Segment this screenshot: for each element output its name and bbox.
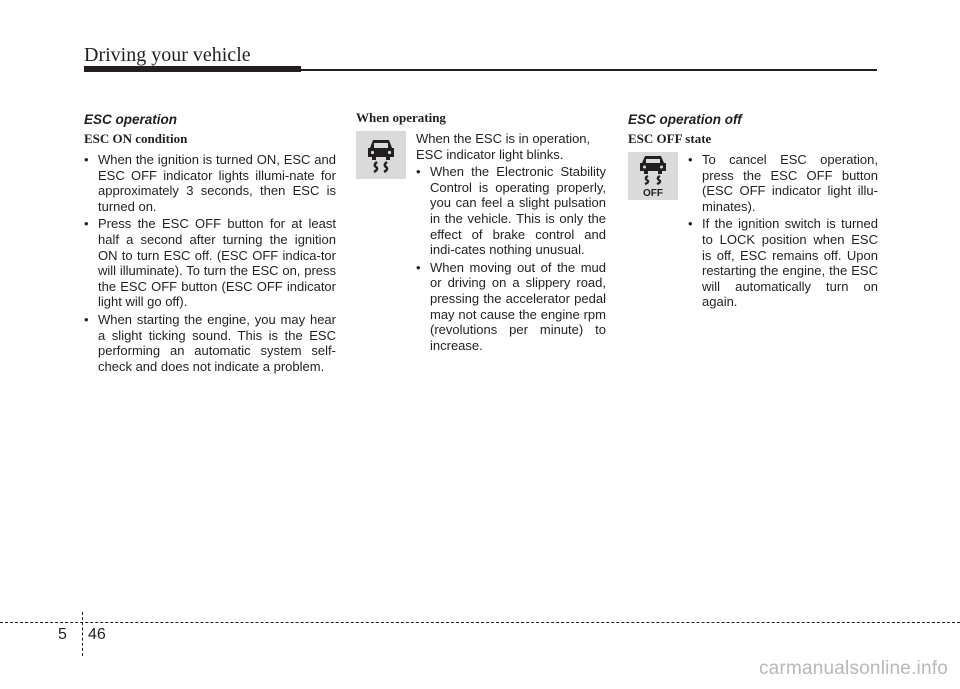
when-operating-intro: When the ESC is in operation, ESC indicator light blinks. [416, 131, 591, 162]
list-item [416, 164, 606, 258]
esc-off-label: OFF [643, 188, 663, 199]
list-item [84, 152, 336, 214]
bullet-dot: • [688, 152, 693, 167]
list-item-text: When the Electronic Stability Control is operating properly, you can feel a slight pulsation in the vehicle. This is only the effect of brake control and indi-cates nothing unusual. [430, 164, 606, 258]
page-number: 46 [88, 626, 106, 643]
esc-off-indicator-icon [628, 152, 678, 200]
watermark: carmanualsonline.info [758, 658, 948, 679]
footer-rule [0, 622, 960, 623]
column-when-operating [356, 110, 606, 355]
list-item-text: When starting the engine, you may hear a slight ticking sound. This is the ESC performing an automatic system self-check and does not indicate a problem. [98, 311, 336, 374]
header-rule-thick [84, 66, 301, 72]
list-item-text: When the ignition is turned ON, ESC and ESC OFF indicator lights illumi-nate for approximately 3 seconds, then ESC is turned on. [98, 152, 336, 214]
list-item-text: When moving out of the mud or driving on a slippery road, pressing the accelerator pedal may not cause the engine rpm (revolutions per minute) to increase. [430, 259, 606, 353]
column-esc-operation-off [628, 110, 878, 312]
section-title-esc-operation-off: ESC operation off [628, 112, 742, 127]
bullet-dot: • [688, 216, 693, 232]
esc-indicator-icon [356, 131, 406, 179]
list-item [84, 312, 336, 374]
list-item [84, 216, 336, 310]
when-operating-bullet-list [356, 164, 606, 353]
list-item [688, 152, 878, 214]
chapter-number: 5 [58, 626, 67, 643]
bullet-dot: • [84, 216, 89, 232]
esc-on-bullet-list [84, 152, 336, 374]
section-title-esc-operation: ESC operation [84, 112, 178, 127]
page-header-title: Driving your vehicle [84, 44, 251, 66]
column-esc-operation [84, 110, 336, 376]
footer-divider [82, 612, 83, 656]
bullet-dot: • [416, 164, 421, 180]
bullet-dot: • [84, 311, 89, 327]
subheading-esc-on-condition: ESC ON condition [84, 131, 188, 146]
list-item-text: To cancel ESC operation, press the ESC OFF button (ESC OFF indicator light illu-minates). [702, 152, 878, 214]
list-item-text: Press the ESC OFF button for at least half a second after turning the ignition ON to turn ESC off. (ESC OFF indica-tor will illuminate). To turn the ESC on, press the ESC OFF button (ESC OFF indicator light will go off). [98, 216, 336, 310]
list-item [416, 260, 606, 354]
list-item-text: If the ignition switch is turned to LOCK position when ESC is off, ESC remains off. Upon restarting the engine, the ESC will automatically turn on again. [702, 216, 878, 310]
list-item [688, 216, 878, 310]
header-rule-thin [301, 69, 877, 71]
subheading-when-operating: When operating [356, 110, 446, 125]
bullet-dot: • [84, 152, 89, 167]
bullet-dot: • [416, 259, 421, 275]
subheading-esc-off-state: ESC OFF state [628, 131, 712, 146]
